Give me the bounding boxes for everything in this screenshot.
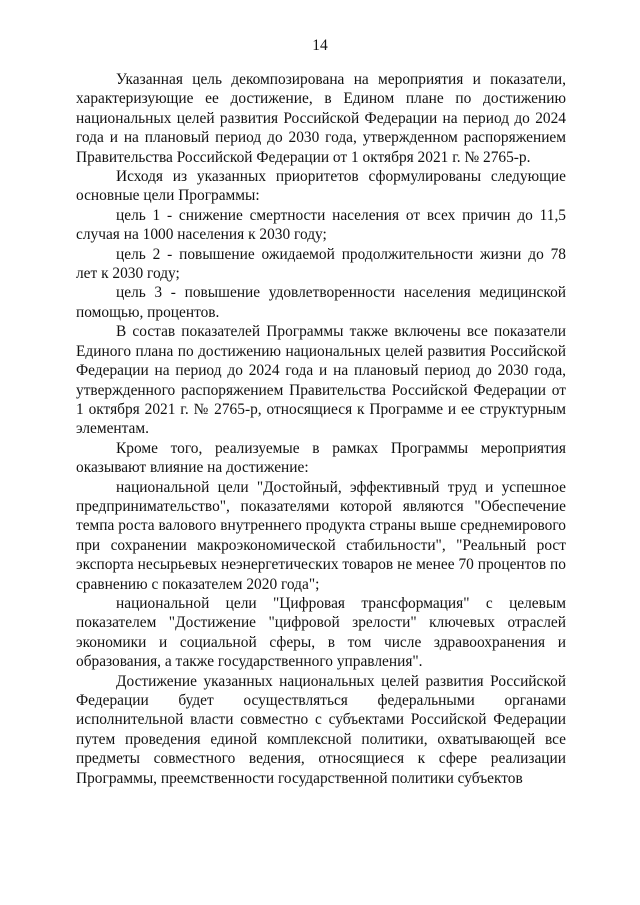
paragraph-goal-1: цель 1 - снижение смертности населения от всех причин до 11,5 случая на 1000 населения к 2030 году; [76, 206, 566, 244]
paragraph-goals-intro: Исходя из указанных приоритетов сформулированы следующие основные цели Программы: [76, 168, 566, 205]
document-body [76, 70, 566, 788]
paragraph-goal-2: цель 2 - повышение ожидаемой продолжительности жизни до 78 лет к 2030 году; [76, 245, 566, 283]
page-number: 14 [312, 37, 328, 54]
paragraph-national-goal-labor: национальной цели "Достойный, эффективный труд и успешное предпринимательство", показателями которой являются "Обеспечение темпа роста валового внутреннего продукта страны выше среднемирового при сохранении макроэкономической стабильности", "Реальный рост экспорта несырьевых неэнергетических товаров не менее 70 процентов по сравнению с показателем 2020 года"; [76, 478, 566, 593]
paragraph-implementation: Достижение указанных национальных целей развития Российской Федерации будет осуществляться федеральными органами исполнительной власти совместно с субъектами Российской Федерации путем проведения единой комплексной политики, охватывающей все предметы совместного ведения, относящиеся к сфере реализации Программы, преемственности государственной политики субъектов [76, 672, 566, 787]
paragraph-goal-decomposition: Указанная цель декомпозирована на мероприятия и показатели, характеризующие ее достижение, в Едином плане по достижению национальных целей развития Российской Федерации на период до 2024 года и на плановый период до 2030 года, утвержденном распоряжением Правительства Российской Федерации от 1 октября 2021 г. № 2765-р. [76, 71, 566, 166]
paragraph-goal-3: цель 3 - повышение удовлетворенности населения медицинской помощью, процентов. [76, 284, 566, 321]
paragraph-influence-intro: Кроме того, реализуемые в рамках Программы мероприятия оказывают влияние на достижение: [76, 439, 566, 477]
paragraph-national-goal-digital: национальной цели "Цифровая трансформация" с целевым показателем "Достижение "цифровой зрелости" ключевых отраслей экономики и социальной сферы, в том числе здравоохранения и образования, а также государственного управления". [76, 594, 566, 671]
paragraph-indicators: В состав показателей Программы также включены все показатели Единого плана по достижению национальных целей развития Российской Федерации на период до 2024 года и на плановый период до 2030 года, утвержденного распоряжением Правительства Российской Федерации от 1 октября 2021 г. № 2765-р, относящиеся к Программе и ее структурным элементам. [76, 323, 566, 438]
